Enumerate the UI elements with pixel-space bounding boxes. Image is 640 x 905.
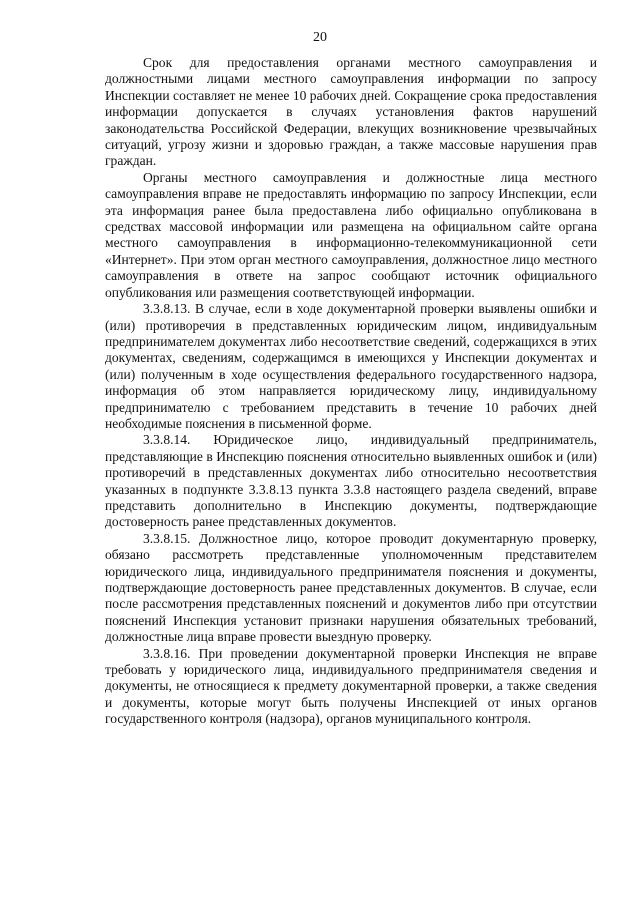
paragraph-info-deadline: Срок для предоставления органами местного самоуправления и должностными лицами местного самоуправления информации по запросу Инспекции составляет не менее 10 рабочих дней. Сокращение срока предоставления информации допускается в случаях установления фактов нарушений законодательства Российской Федерации, влекущих возникновение чрезвычайных ситуаций, угрозу жизни и здоровью граждан, а также массовые нарушения прав граждан. — [105, 55, 597, 169]
document-body — [105, 55, 597, 728]
paragraph-3-3-8-16: 3.3.8.16. При проведении документарной проверки Инспекция не вправе требовать у юридического лица, индивидуального предпринимателя сведения и документы, не относящиеся к предмету документарной проверки, а также сведения и документы, которые могут быть получены Инспекцией от иных органов государственного контроля (надзора), органов муниципального контроля. — [105, 645, 597, 727]
paragraph-3-3-8-13: 3.3.8.13. В случае, если в ходе документарной проверки выявлены ошибки и (или) противоречия в представленных юридическим лицом, индивидуальным предпринимателем документах либо несоответствие сведений, содержащихся в этих документах, сведениям, содержащимся в имеющихся у Инспекции документах и (или) полученным в ходе осуществления федерального государственного надзора, информация об этом направляется юридическому лицу, индивидуальному предпринимателю с требованием представить в течение 10 рабочих дней необходимые пояснения в письменной форме. — [105, 301, 597, 431]
paragraph-3-3-8-14: 3.3.8.14. Юридическое лицо, индивидуальный предприниматель, представляющие в Инспекцию пояснения относительно выявленных ошибок и (или) противоречий в представленных документах либо относительно несоответствия указанных в подпункте 3.3.8.13 пункта 3.3.8 настоящего раздела сведений, вправе представить дополнительно в Инспекцию документы, подтверждающие достоверность ранее представленных документов. — [105, 432, 597, 530]
paragraph-3-3-8-15: 3.3.8.15. Должностное лицо, которое проводит документарную проверку, обязано рассмотреть представленные уполномоченным представителем юридического лица, индивидуального предпринимателя пояснения и документы, подтверждающие достоверность ранее представленных документов. В случае, если после рассмотрения представленных пояснений и документов либо при отсутствии пояснений Инспекция установит признаки нарушения обязательных требований, должностные лица вправе провести выездную проверку. — [105, 530, 597, 645]
page-number: 20 — [313, 30, 327, 45]
paragraph-right-to-refuse: Органы местного самоуправления и должностные лица местного самоуправления вправе не предоставлять информацию по запросу Инспекции, если эта информация ранее была предоставлена либо официально опубликована в средствах массовой информации или размещена на официальном сайте органа местного самоуправления в информационно-телекоммуникационной сети «Интернет». При этом орган местного самоуправления, должностное лицо местного самоуправления в ответе на запрос сообщают источник официального опубликования или размещения соответствующей информации. — [105, 169, 597, 300]
